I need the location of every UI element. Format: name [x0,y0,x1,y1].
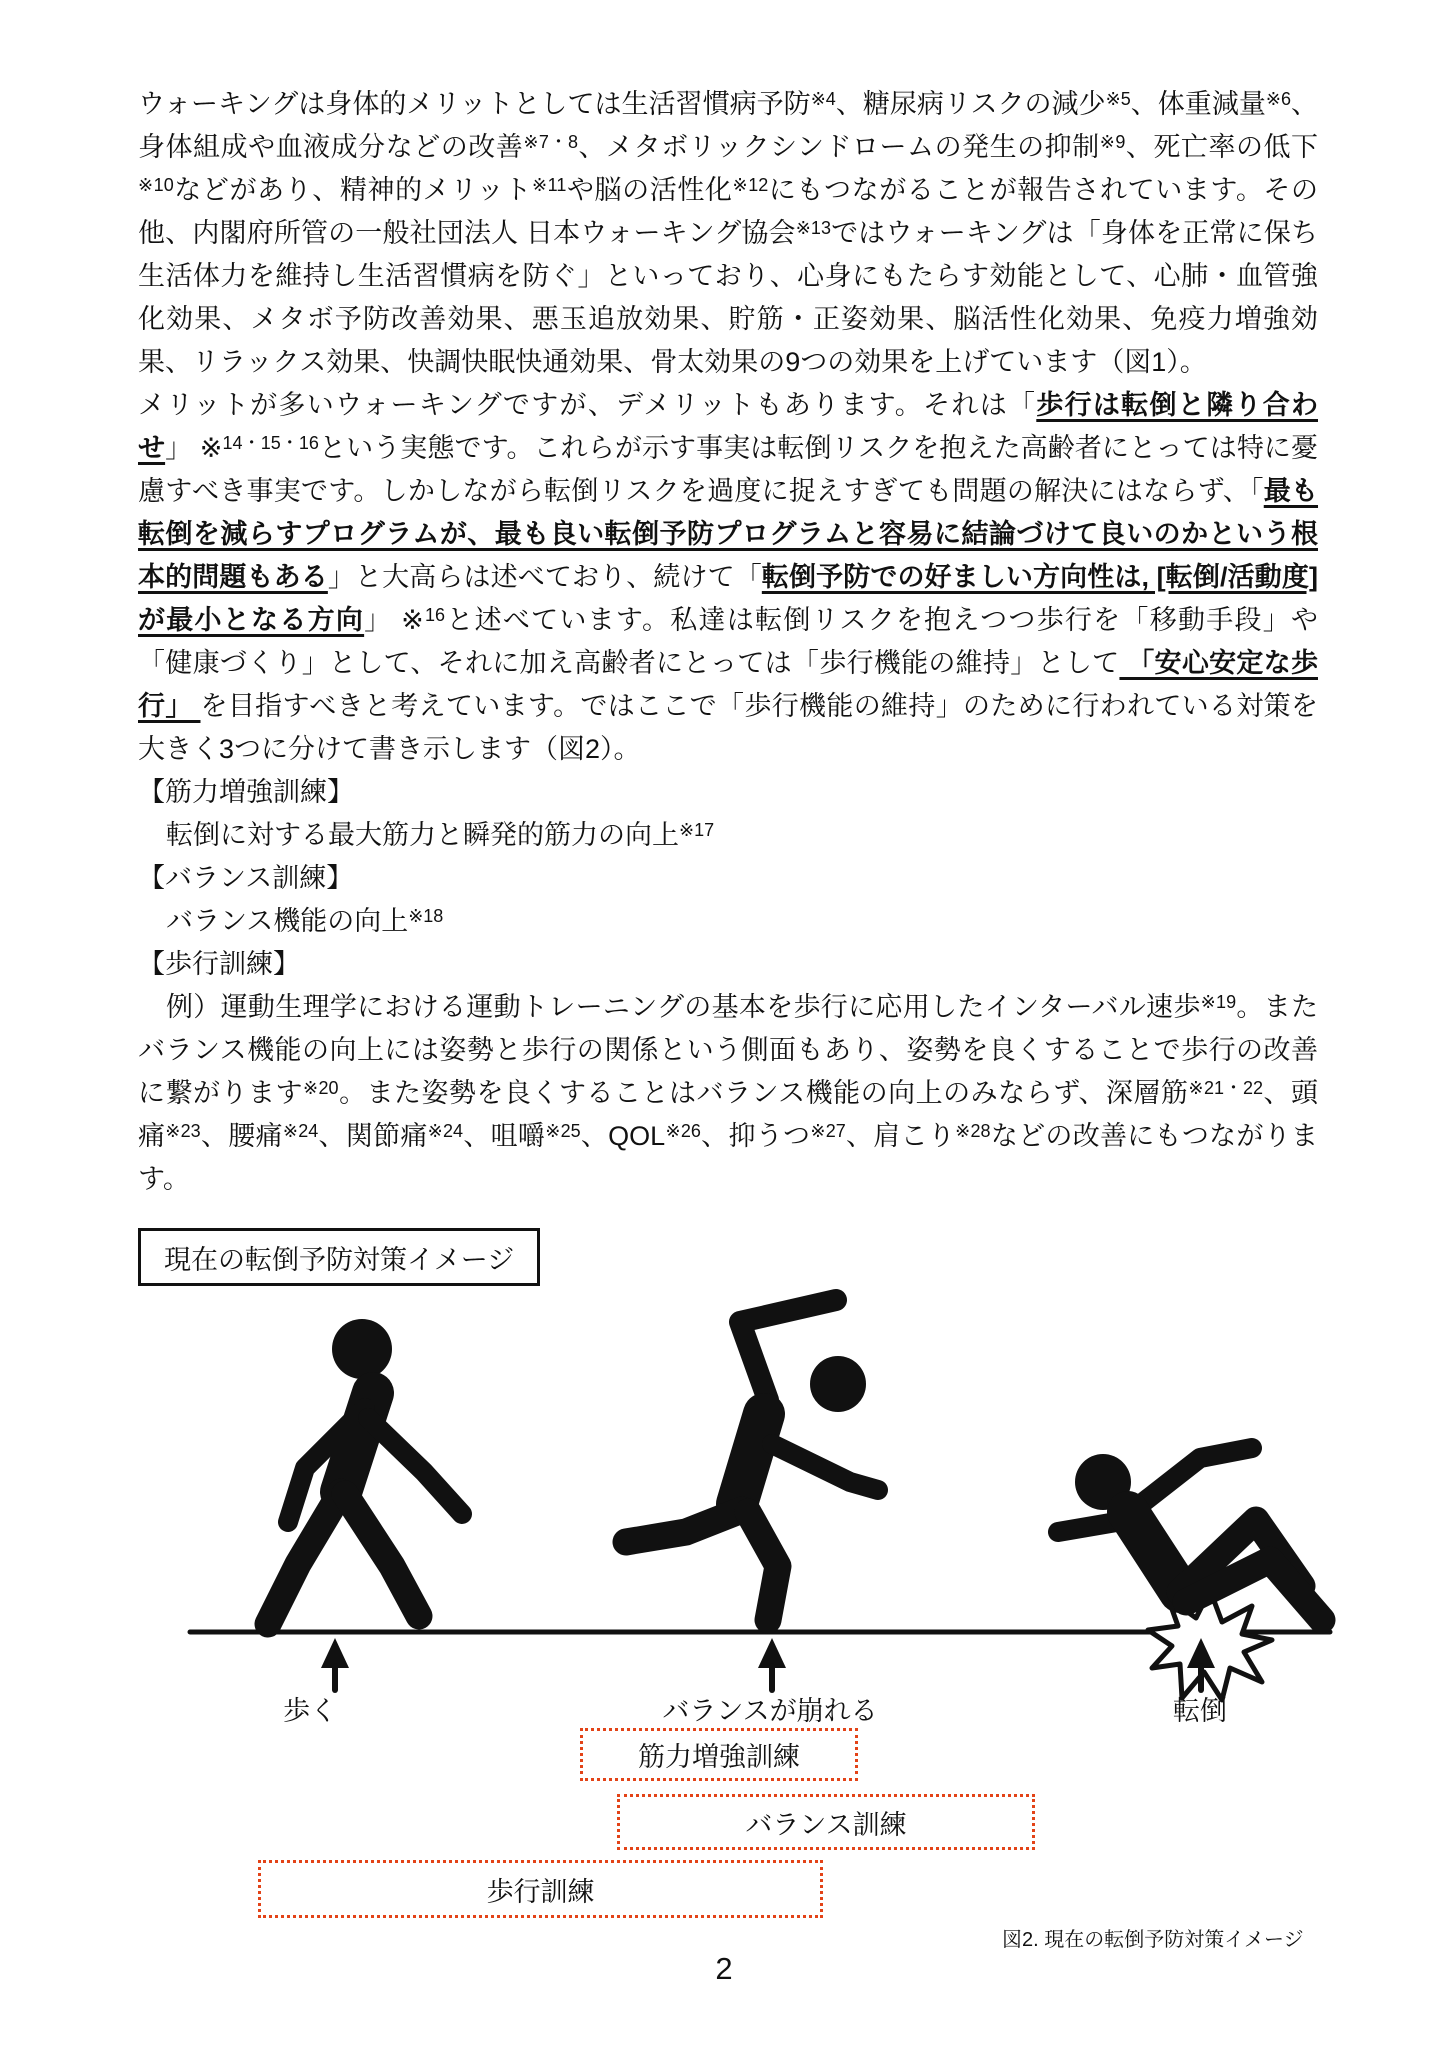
section-heading-balance: 【バランス訓練】 [138,863,354,893]
stage-label-balance-loss: バランスが崩れる [662,1696,878,1726]
stage-label-walk: 歩く [283,1696,337,1726]
paragraph-fall-risk: メリットが多いウォーキングですが、デメリットもあります。それは「歩行は転倒と隣り合わせ」 ※$^{14・15・16}$という実態です。これらが示す事実は転倒リスクを抱えた高齢者にとっては特に憂慮すべき事実です。しかしながら転倒リスクを過度に捉えすぎても問題の解決にはならず、「最も転倒を減らすプログラムが、最も良い転倒予防プログラムと容易に結論づけて良いのかという根本的問題もある」と大高らは述べており、続けて「転倒予防での好ましい方向性は, [転倒/活動度] が最小となる方向」 ※$^{16}$と述べています。私達は転倒リスクを抱えつつ歩行を「移動手段」や「健康づくり」として、それに加え高齢者にとっては「歩行機能の維持」として 「安心安定な歩行」 を目指すべきと考えています。ではここで「歩行機能の維持」のために行われている対策を大きく3つに分けて書き示します（図2）。 [138,390,1319,764]
training-box-gait-label: 歩行訓練 [486,1876,595,1907]
figure-title-text: 現在の転倒予防対策イメージ [164,1244,515,1275]
balance-loss-person-head [810,1356,866,1412]
training-box-gait [258,1860,823,1918]
stage-label-fall: 転倒 [1173,1696,1227,1726]
falling-person-pictogram [1058,1448,1322,1620]
section-heading-strength: 【筋力増強訓練】 [138,777,354,807]
balance-arrow-icon [758,1638,786,1690]
paragraph-walking-merits: ウォーキングは身体的メリットとしては生活習慣病予防$^{※4}$、糖尿病リスクの減少$^{※5}$、体重減量$^{※6}$、身体組成や血液成分などの改善$^{※7・8}$、メタボリックシンドロームの発生の抑制$^{※9}$、死亡率の低下$^{※10}$などがあり、精神的メリット$^{※11}$や脳の活性化$^{※12}$にもつながることが報告されています。その他、内閣府所管の一般社団法人 日本ウォーキング協会$^{※13}$ではウォーキングは「身体を正常に保ち生活体力を維持し生活習慣病を防ぐ」といっており、心身にもたらす効能として、心肺・血管強化効果、メタボ予防改善効果、悪玉追放効果、貯筋・正姿効果、脳活性化効果、免疫力増強効果、リラックス効果、快調快眠快通効果、骨太効果の9つの効果を上げています（図1）。 [138,89,1319,377]
balance-loss-person-pictogram [626,1300,878,1620]
training-box-balance [617,1794,1035,1850]
section-body-strength: 転倒に対する最大筋力と瞬発的筋力の向上$^{※17}$ [166,820,715,850]
figure-caption: 図2. 現在の転倒予防対策イメージ [1002,1929,1304,1951]
training-box-strength-label: 筋力増強訓練 [638,1742,800,1772]
section-body-balance: バランス機能の向上$^{※18}$ [166,906,444,936]
walk-arrow-icon [321,1638,349,1690]
training-box-strength [580,1728,858,1781]
walking-person-head [332,1319,392,1379]
section-heading-gait: 【歩行訓練】 [138,949,300,979]
training-box-balance-label: バランス訓練 [745,1809,907,1840]
section-body-gait: 例）運動生理学における運動トレーニングの基本を歩行に応用したインターバル速歩$^{※19}$。またバランス機能の向上には姿勢と歩行の関係という側面もあり、姿勢を良くすることで歩行の改善に繋がります$^{※20}$。また姿勢を良くすることはバランス機能の向上のみならず、深層筋$^{※21・22}$、頭痛$^{※23}$、腰痛$^{※24}$、関節痛$^{※24}$、咀嚼$^{※25}$、QOL$^{※26}$、抑うつ$^{※27}$、肩こり$^{※28}$などの改善にもつながります。 [138,992,1319,1194]
page-number: 2 [715,1951,733,1986]
walking-person-pictogram [268,1319,462,1624]
